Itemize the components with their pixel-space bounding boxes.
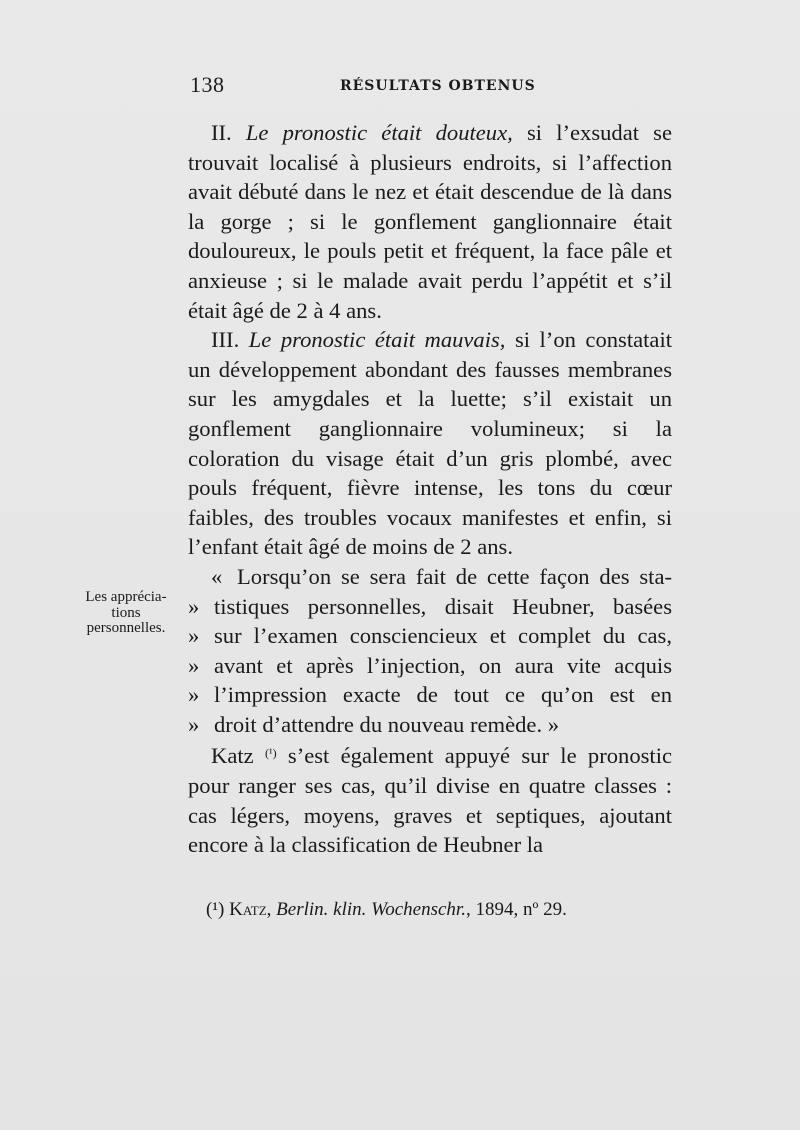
margin-note-line: tions — [111, 604, 141, 621]
footnote-journal: Berlin. klin. Wochenschr. — [276, 899, 466, 920]
footnote — [206, 898, 666, 922]
quote-text: Lorsqu’on se sera fait de cette façon des sta- — [237, 563, 672, 589]
quote-mark: » — [188, 652, 200, 678]
quote-line — [188, 710, 672, 740]
paragraph-text: s’est également appuyé sur le pronostic pour ranger ses cas, qu’il divise en quatre classes : cas légers, moyens, graves et septiques, ajoutant encore à la classification de Heubner la — [188, 743, 672, 858]
paragraph-italic-heading: Le pronostic était douteux, — [245, 120, 513, 145]
footnote-author: Katz, — [229, 899, 272, 920]
quote-text: tistiques personnelles, disait Heubner, basées — [214, 593, 672, 619]
paragraph-pronostic-mauvais — [188, 325, 672, 562]
quote-text: sur l’examen consciencieux et complet du cas, — [214, 623, 672, 649]
footnote-reference: (¹) — [264, 746, 277, 761]
quote-mark: » — [188, 682, 200, 708]
quote-text: droit d’attendre du nouveau remède. » — [214, 711, 560, 737]
quote-mark: » — [188, 623, 200, 649]
margin-note-line: Les apprécia- — [85, 589, 167, 605]
quote-mark: « — [211, 563, 223, 589]
paragraph-text: si l’exsudat se trouvait localisé à plusieurs endroits, si l’affection avait débuté dans le nez et était descendue de là dans la gorge ; si le gonflement ganglionnaire était douloureux, le pouls petit et fréquent, la face pâle et anxieuse ; si le malade avait perdu l’appétit et s’il était âgé de 2 à 4 ans. — [188, 120, 672, 323]
quote-mark: » — [188, 711, 200, 737]
page-header — [190, 72, 670, 102]
paragraph-katz — [188, 739, 672, 859]
paragraph-lead: Katz — [211, 743, 265, 769]
quote-line — [188, 621, 672, 651]
paragraph-numeral: II. — [211, 120, 246, 145]
quote-text: l’impression exacte de tout ce qu’on est en — [214, 682, 672, 708]
paragraph-text: si l’on constatait un développement abondant des fausses membranes sur les amygdales et la luette; s’il existait un gonflement ganglionnaire volumineux; si la coloration du visage était d’un gris plombé, avec pouls fréquent, fièvre intense, les tons du cœur faibles, des troubles vocaux manifestes et enfin, si l’enfant était âgé de moins de 2 ans. — [188, 327, 672, 560]
footnote-marker: (¹) — [206, 899, 225, 920]
paragraph-numeral: III. — [211, 327, 249, 353]
margin-note-line: personnelles. — [86, 620, 166, 636]
heubner-quote — [188, 562, 672, 740]
paragraph-italic-heading: Le pronostic était mauvais, — [248, 327, 506, 353]
quote-mark: » — [188, 593, 200, 619]
body-text — [188, 118, 672, 860]
quote-line — [188, 651, 672, 681]
quote-line — [188, 592, 672, 622]
running-head: RÉSULTATS OBTENUS — [340, 78, 536, 94]
quote-line — [188, 680, 672, 710]
footnote-details: , 1894, nº 29. — [465, 899, 567, 920]
quote-text: avant et après l’injection, on aura vite acquis — [214, 652, 672, 678]
margin-note — [72, 590, 180, 637]
page-number: 138 — [190, 72, 225, 97]
paragraph-pronostic-douteux — [188, 118, 672, 325]
quote-line — [188, 562, 672, 592]
